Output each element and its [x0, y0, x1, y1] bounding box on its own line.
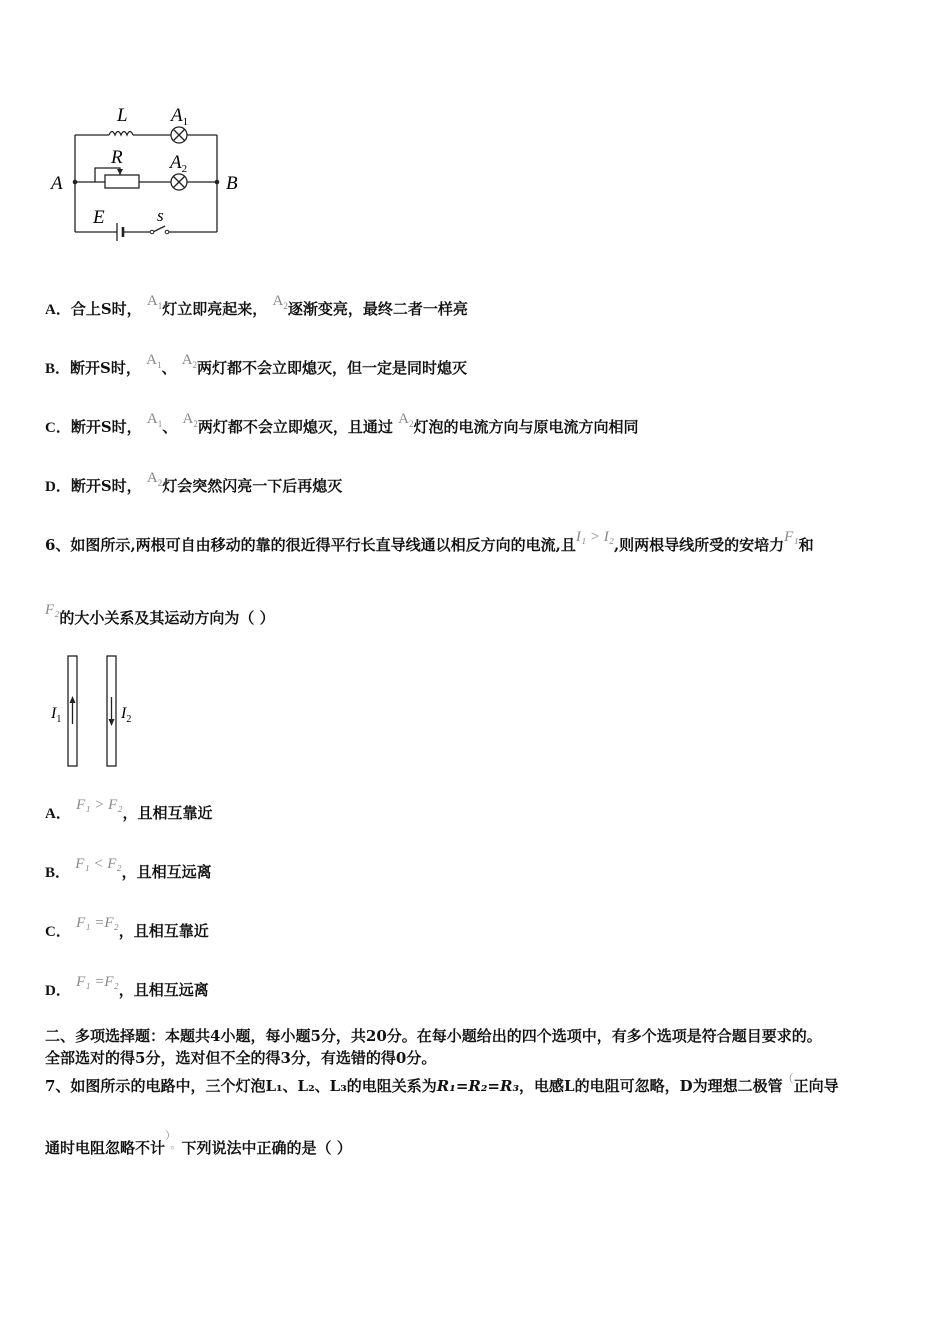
- force-relation: F₁ < F₂: [75, 856, 122, 872]
- resistance-relation: R₁=R₂=R₃: [436, 1077, 520, 1095]
- wire2-current-label: $I_2$: [121, 705, 132, 725]
- q6-stem-line1: 6、如图所示,两根可自由移动的靠的很近得平行长直导线通以相反方向的电流,且I₁ > I₂,则两根导线所受的安培力F₁和: [45, 529, 814, 554]
- q6-option-d[interactable]: D． F₁ =F₂，且相互远离: [45, 974, 209, 999]
- symbol-a2: $A_2$: [181, 352, 198, 370]
- switch-contact-right: [165, 230, 169, 234]
- inductor-label: L: [117, 105, 128, 126]
- emf-label: E: [93, 207, 105, 228]
- q7-stem-line1: 7、如图所示的电路中，三个灯泡L₁、L₂、L₃的电阻关系为R₁=R₂=R₃，电感L的电阻可忽略，D为理想二极管（正向导: [45, 1073, 839, 1095]
- wire1-current-label: $I_1$: [51, 705, 62, 725]
- node-b-dot: [215, 180, 220, 185]
- q6-option-b[interactable]: B． F₁ < F₂，且相互远离: [45, 856, 212, 881]
- current-condition: I₁ > I₂: [575, 529, 614, 545]
- circuit-diagram-inductor-lamps: [45, 95, 255, 245]
- lamp2-label: $A_2$: [170, 152, 188, 175]
- node-b-label: B: [226, 173, 238, 194]
- lamp1-label: $A_1$: [171, 105, 189, 128]
- q6-option-c[interactable]: C． F₁ =F₂，且相互靠近: [45, 915, 209, 940]
- q7-stem-line2: 通时电阻忽略不计）。下列说法中正确的是（ ）: [45, 1130, 352, 1157]
- force-f2: F₂: [45, 602, 60, 618]
- parallel-wires-diagram: [45, 652, 145, 772]
- arrow-down-icon: [109, 719, 115, 726]
- q5-option-a[interactable]: A．合上S时， $A_1$灯立即亮起来， $A_2$逐渐变亮，最终二者一样亮: [45, 293, 468, 318]
- q6-stem-line2: F₂的大小关系及其运动方向为（ ）: [45, 602, 275, 627]
- node-a-dot: [73, 180, 78, 185]
- symbol-a2: $A_2$: [398, 411, 414, 429]
- switch-label: s: [157, 206, 164, 225]
- q5-option-d[interactable]: D．断开S时， $A_2$灯会突然闪亮一下后再熄灭: [45, 470, 343, 495]
- switch-contact-left: [150, 230, 154, 234]
- force-f1: F₁: [784, 529, 799, 545]
- section-heading-multiple-choice: 二、多项选择题：本题共4小题，每小题5分，共20分。在每小题给出的四个选项中，有多个选项是符合题目要求的。 全部选对的得5分，选对但不全的得3分，有选错的得0分。: [45, 1027, 822, 1067]
- force-relation: F₁ > F₂: [76, 797, 123, 813]
- rheostat-slider-arrow: [117, 169, 123, 175]
- force-relation: F₁ =F₂: [76, 915, 119, 931]
- symbol-a1: $A_1$: [146, 293, 163, 311]
- rheostat-label: R: [111, 147, 123, 168]
- arrow-up-icon: [70, 696, 76, 703]
- q6-option-a[interactable]: A． F₁ > F₂，且相互靠近: [45, 797, 213, 822]
- node-a-label: A: [51, 173, 63, 194]
- symbol-a2: $A_2$: [272, 293, 288, 311]
- symbol-a2: $A_2$: [146, 470, 163, 488]
- q5-option-c[interactable]: C．断开S时， $A_1$、 $A_2$两灯都不会立即熄灭，且通过 $A_2$灯泡的电流方向与原电流方向相同: [45, 411, 639, 436]
- symbol-a1: $A_1$: [146, 352, 162, 370]
- symbol-a2: $A_2$: [182, 411, 198, 429]
- symbol-a1: $A_1$: [146, 411, 163, 429]
- q5-option-b[interactable]: B．断开S时， $A_1$、 $A_2$两灯都不会立即熄灭，但一定是同时熄灭: [45, 352, 468, 377]
- force-relation: F₁ =F₂: [76, 974, 119, 990]
